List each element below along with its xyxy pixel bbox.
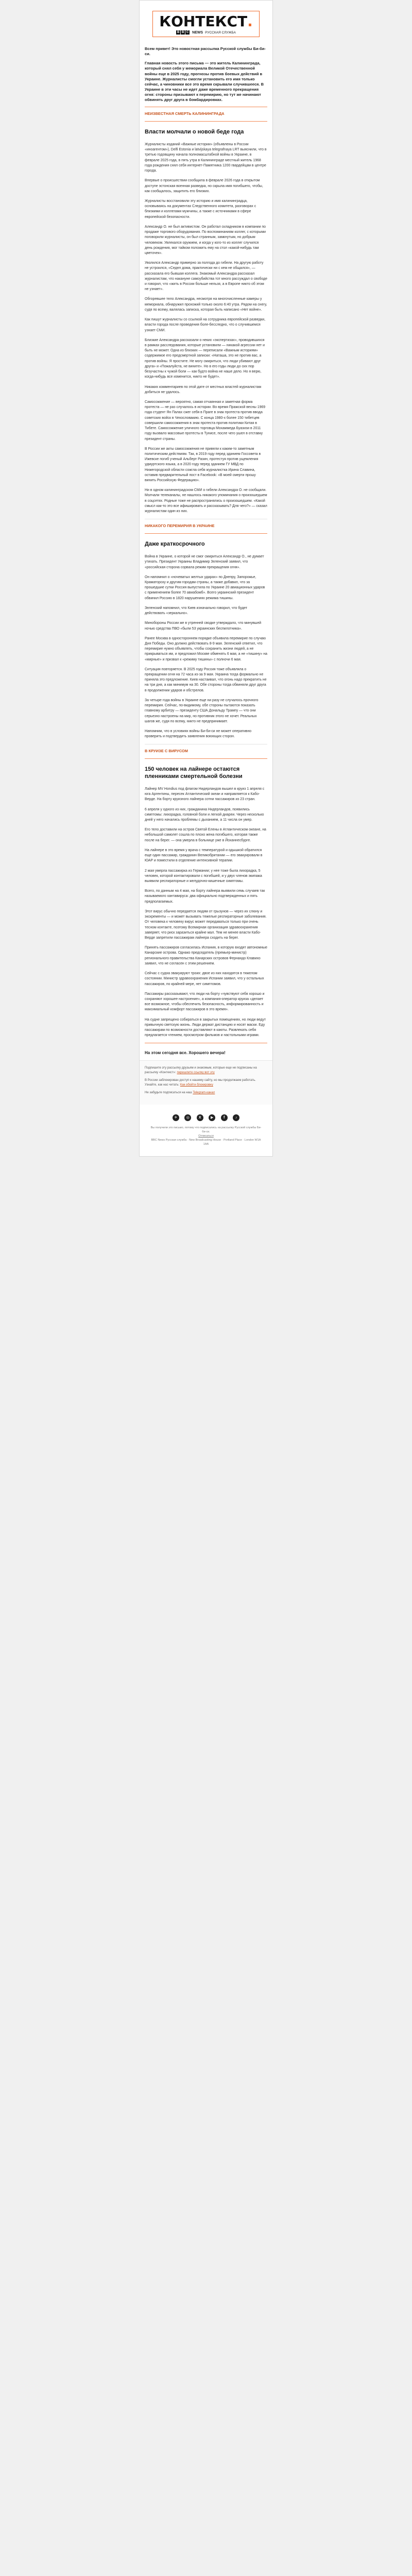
intro-section — [140, 46, 272, 122]
logo-wordmark: КОНТЕКСТ. — [159, 13, 253, 30]
unsubscribe-link[interactable]: Отписаться — [198, 1134, 214, 1138]
paragraph: За четыре года войны в Украине еще ни разу не случалось прочного перемирия. Сейчас, по-видимому, обе стороны пытаются показать главному арбитру — президенту США Дональду Трампу — что они серьезно настроены на мир, но противник этого не хочет. Реальных шагов же, судя по всему, никто не предпринимает. — [145, 698, 259, 723]
bypass-link[interactable]: Как обойти блокировку — [180, 1083, 213, 1087]
lead-text: Главная новость этого письма — это житель Калининграда, который снял себя у мемориала Великой Отечественной войны еще в 2025 году, прогнозы против боевых действий в Украине. Журналисты смогли установить его имя только сейчас, а чиновники все это время скрывали случившееся. В Украине в эти часы не идет даже временного прекращения огня: стороны призывают к перемирию, но тут же начинают обвинять друг друга в бомбардировках. — [145, 61, 264, 103]
paragraph: Близкие Александра рассказали о неких «экспертизах», проводившихся в рамках расследования, которые установили — никакой агрессии нет и быть не может. Одна из близких — переписали «Важным историям» содержимое его предсмертной записки: «Наташа, это не против вас, а против войны. Я простите. Не могу смириться, что люди убивают друг друга» и «Пожалуйста, не вините». Но в его годы люди до сих пор безучастны к чужой боли — как будто война не наше дело. Но я верю, когда-нибудь все изменится, никто не будет». — [145, 338, 265, 379]
paragraph: Он напомнил о «ночеватых желтых ударах» по Днепру, Запорожье, Краматорску и другим городам страны, а также добавил, что за прошедшие сутки Россия выпустила по Украине 20 авиационных ударов с применением более 70 авиабомб». Всего украинский президент обвинил Россию в 1820 нарушениях режима тишины. — [145, 575, 265, 600]
paragraph: Журналисты восстановили эту историю и имя калининградца, основываясь на документах Следственного комитета, разговорах с близкими и коллегами мужчины, а также с источниками в сфере европейской безопасности. — [145, 199, 256, 219]
kontekst-logo[interactable] — [152, 11, 260, 37]
paragraph: Ранее Москва в одностороннем порядке объявила перемирие по случаю Дня Победы. Оно должно действовать 8-9 мая. Зеленский ответил, что перемирие нужно объявлять, чтобы сохранить жизни людей, а не прикрываться им, и предложил Москве обменять 6 мая, а не «тишину» на «мирные» и призвал к «режиму тишины» с полночи 6 мая. — [145, 636, 267, 662]
newsletter-header — [140, 1, 272, 41]
paragraph: Пассажиры рассказывают, что люди на борту «чувствуют себя хорошо и сохраняют хорошее настроение», а компания-оператор круиза «делает все возможное, чтобы обеспечить безопасность, информированность и максимальный комфорт пассажиров в это время». — [145, 992, 265, 1012]
intro — [145, 46, 267, 103]
story-1-title: Власти молчали о новой беде года — [145, 129, 244, 135]
paragraph: 2 мая умерла пассажирка из Германии; у нее тоже была лихорадка, 5 человек, которой контактировали с погибшей, и у двух членов экипажа выявили респираторные и желудочно-кишечные симптомы. — [145, 869, 262, 883]
paragraph: Никаких комментариев по этой дате от местных властей журналистам добиться не удалось. — [145, 385, 262, 394]
paragraph: Минобороны России же в утренней сводке утверждало, что минувшей ночью средства ПВО «были 53 украинских беспилотника». — [145, 621, 262, 631]
paragraph: Война в Украине, о которой не смог смириться Александр О., не думает утихать. Президент Украины Владимир Зеленский заявил, что «российская сторона сорвала режим прекращения огня». — [145, 555, 264, 569]
topic-link-3[interactable]: В КРУИЗЕ С ВИРУСОМ — [145, 749, 188, 754]
paragraph: Этот вирус обычно передается людям от грызунов — через их слюну и экскременты — и может вызывать тяжелые респираторные заболевания. От человека к человеку вирус может передаваться только при очень тесном контакте, поэтому Всемирная организация здравоохранения заверяет, что риск заразиться крайне мал. Тем не менее власти Кабо-Верде запретили пассажирам лайнера сходить на берег. — [145, 909, 267, 940]
paragraph: Журналисты изданий «Важные истории» (объявлены в России «иноагентом»), Delfi Estonia и latvijskaya telegrafnaya LRT выяснили, что в третью годовщину начала полномасштабной войны в Украине, в феврале 2025 года, в пять утра в Калининграде местный житель 1968 года рождения снял себя интернет-Памятника 1200 гвардейцам в центре города. — [145, 143, 267, 173]
paragraph: Как пишут журналисты со ссылкой на сотрудника европейской разведки, власти города после проведения боле-бесследно, что о случившемся узнает СМИ. — [145, 318, 266, 332]
telegram-icon[interactable]: ✈ — [173, 1114, 179, 1121]
footer-telegram: Не забудьте подписаться на наш Telegram-канал — [145, 1091, 215, 1095]
paragraph: На судне запрещено собираться в закрытых помещениях, но люди ведут привычную светскую жизнь. Люди держат дистанцию и носят маски. Еду пассажирам по возможности доставляют в каюты. Развлекать себя предлагается чтением, просмотром фильмов и настольными играми. — [145, 1018, 266, 1038]
paragraph: Лайнер MV Hondius под флагом Нидерландов вышел в круиз 1 апреля с юга Аргентины, пересек Атлантический океан и направляется к Кабо-Верде. На борту круизного лайнера сотни пассажиров из 23 стран. — [145, 787, 265, 802]
paragraph: Обгоревшее тело Александра, несмотря на многочисленные камеры у мемориала, обнаружил прохожий только около 6:40 утра. Рядом на снегу, судя по всему, валялась записка, которая быть написано «Нет войне». — [145, 297, 267, 312]
youtube-icon[interactable]: ▶ — [209, 1114, 215, 1121]
signoff-text: На этом сегодня все. Хорошего вечера! — [145, 1050, 226, 1056]
topic-link-2[interactable]: НИКАКОГО ПЕРЕМИРИЯ В УКРАИНЕ — [145, 523, 215, 529]
paragraph: Зеленский напомнил, что Киев изначально говорил, что будет действовать «зеркально». — [145, 606, 248, 616]
newsletter-card — [139, 0, 273, 1157]
divider — [145, 121, 267, 122]
divider — [145, 533, 267, 534]
paragraph: Его тело доставили на остров Святой Елены в Атлантическом океане, на небольшой самолет сошла по плохо жена погибшего, которая также после на берег. — она умерла в больнице уже в Йоханнесбурге. — [145, 828, 266, 842]
paragraph: Уволился Александр примерно за полгода до гибели. На другую работу не устроился, «Седел дома, практически ни с кем не общался», — рассказала его бывшая коллега. Знакомый Александра рассказал журналистам, что накануне самоубийства тот много рассуждал о свободе и говорил, что «жить в России больше нельзя, а в Европе никто об этом не узнает». — [145, 261, 267, 292]
service-label: РУССКАЯ СЛУЖБА — [205, 30, 236, 35]
social-icons — [140, 1105, 272, 1126]
paragraph: Сейчас с судна эвакуируют троих: двое из них находятся в тяжелом состоянии. Министр здравоохранения Испании заявил, что у остальных пассажиров, по крайней мере, нет симптомов. — [145, 972, 264, 986]
paragraph: На лайнере в это время у врача с температурой и одышкой обратился еще один пассажир, гражданин Великобритании — его эвакуировали в ЮАР и поместили в отделение интенсивной терапии. — [145, 848, 263, 863]
instagram-icon[interactable]: ◎ — [184, 1114, 191, 1121]
story-2-body — [145, 554, 267, 739]
paragraph: Напомним, что в условиях войны Би-би-си не может оперативно проверить и подтвердить заявления воюющих сторон. — [145, 730, 252, 739]
paragraph: 6 апреля у одного из них, гражданина Нидерландов, появились симптомы: лихорадка, головной боли и легкой диареи. Через несколько дней у него начались проблемы с дыханием, а 11 числа он умер. — [145, 807, 264, 822]
paragraph: Принять пассажиров согласилась Испания, в которую входят автономные Канарские острова. Однако председатель (премьер-министр) регионального правительства Канарских островов Фернандо Клавихо заявил, что не согласен с этим решением. — [145, 946, 267, 965]
story-1-body — [145, 142, 267, 514]
legal-footer — [140, 1126, 272, 1156]
story-3-body — [145, 787, 267, 1039]
footer-blocking: В России заблокирован доступ к нашему сайту, но мы продолжаем работать. Узнайте, как нас читать: Как обойти блокировку — [145, 1079, 256, 1087]
x-icon[interactable]: X — [197, 1114, 203, 1121]
legal-line-1: Вы получили это письмо, потому что подписались на рассылку Русской службы Би-би-си. — [150, 1126, 262, 1134]
paragraph: В России же акты самосожжения не привели к каким-то заметным политическим действиям. Так, в 2019 году перед зданием Госсовета в Ижевске погиб ученый Альберт Разин, протестуя против ущемления удмуртского языка, а в 2020 году перед зданием ГУ МВД по Нижегородской области сожгла себя журналистка Ирина Славина, оставив предварительный пост в Facebook: «В моей смерти прошу винить Российскую Федерацию». — [145, 447, 261, 483]
story-2-title: Даже краткосрочного — [145, 541, 205, 548]
paragraph: Самосожжение — вероятно, самая отчаянная и заметная форма протеста — не раз случалось в истории. Во время Пражской весны 1969 года студент Ян Палах сжег себя в Праге в знак протеста против ввода советских войск в Чехословакию. С конца 1980-х более 150 тибетцев совершили самосожжения в знак протеста против политики Китая в Тибете. Самосожжение уличного торговца Мохаммеда Буазизи в 2011 году вызвало массовые протесты в Тунисе, после чего ушел в отставку президент страны. — [145, 400, 266, 441]
footer-box — [140, 1060, 272, 1105]
legal-line-2: BBC News Русская служба · New Broadcasting House · Portland Place · London W1A 1AA — [151, 1139, 261, 1146]
story-3-title: 150 человек на лайнере остаются пленниками смертельной болезни — [145, 766, 243, 780]
bbc-news-label — [159, 30, 253, 35]
news-label: NEWS — [192, 30, 203, 35]
bbc-blocks: B B C — [177, 31, 189, 34]
paragraph: Ситуация повторяется. В 2025 году Россия тоже объявляла о прекращении огня на 72 часа из-за 9 мая. Украина тогда формально не приняла это предложение. Киев настаивал, что огонь надо прекратить не на три дня, а как минимум на 30. Обе стороны тогда обвиняли друг друга в продолжении ударов и обстрелов. — [145, 667, 267, 692]
story-2 — [140, 541, 272, 759]
tiktok-icon[interactable]: ♪ — [233, 1114, 239, 1121]
paragraph: Всего, по данным на 4 мая, на борту лайнера выявили семь случаев так называемого хантавируса: два официально подтвержденных и пять предполагаемых. — [145, 889, 265, 904]
share-link[interactable]: перешлите ссылку вот эту — [177, 1071, 215, 1075]
divider — [145, 758, 267, 759]
topic-link-1[interactable]: НЕИЗВЕСТНАЯ СМЕРТЬ КАЛИНИНГРАДА — [145, 111, 225, 116]
paragraph: Впервые о происшествии сообщила в феврале 2026 года в открытом доступе эстонская военная разведка, но скрыла имя погибшего, чтобы, как сообщалось, защитить его близких. — [145, 179, 263, 193]
story-1 — [140, 129, 272, 534]
paragraph: Ни в одном калининградском СМИ о гибели Александра О. не сообщали. Молчали телеканалы, не нашлось никакого упоминания о произошедшем в соцсетях. Родные тоже не распространялись о произошедшем. «Какой смысл как-то это все афишировать и рассказывать? Для чего?» — сказал журналистам один из них. — [145, 488, 267, 514]
greeting-text: Всем привет! Это новостная рассылка Русской службы Би-би-си. — [145, 46, 266, 57]
facebook-icon[interactable]: f — [221, 1114, 228, 1121]
footer-share: Подпишите эту рассылку друзьям и знакомым, которые еще не подписаны на рассылку «Контекст»: перешлите ссылку вот эту — [145, 1066, 257, 1075]
telegram-link[interactable]: Telegram-канал — [193, 1091, 215, 1095]
paragraph: Александр О. не был активистом. Он работал складником в компании по продаже торгового оборудования. По воспоминаниям коллег, с которыми поговорили журналисты, он был странным, замкнутым, но добрым человеком. Увлекался оружием, и когда у кого-то из коллег случился день рождения, мог тайком положить ему на стол «какой-нибудь там цветочек». — [145, 225, 266, 255]
story-3 — [140, 766, 272, 1055]
